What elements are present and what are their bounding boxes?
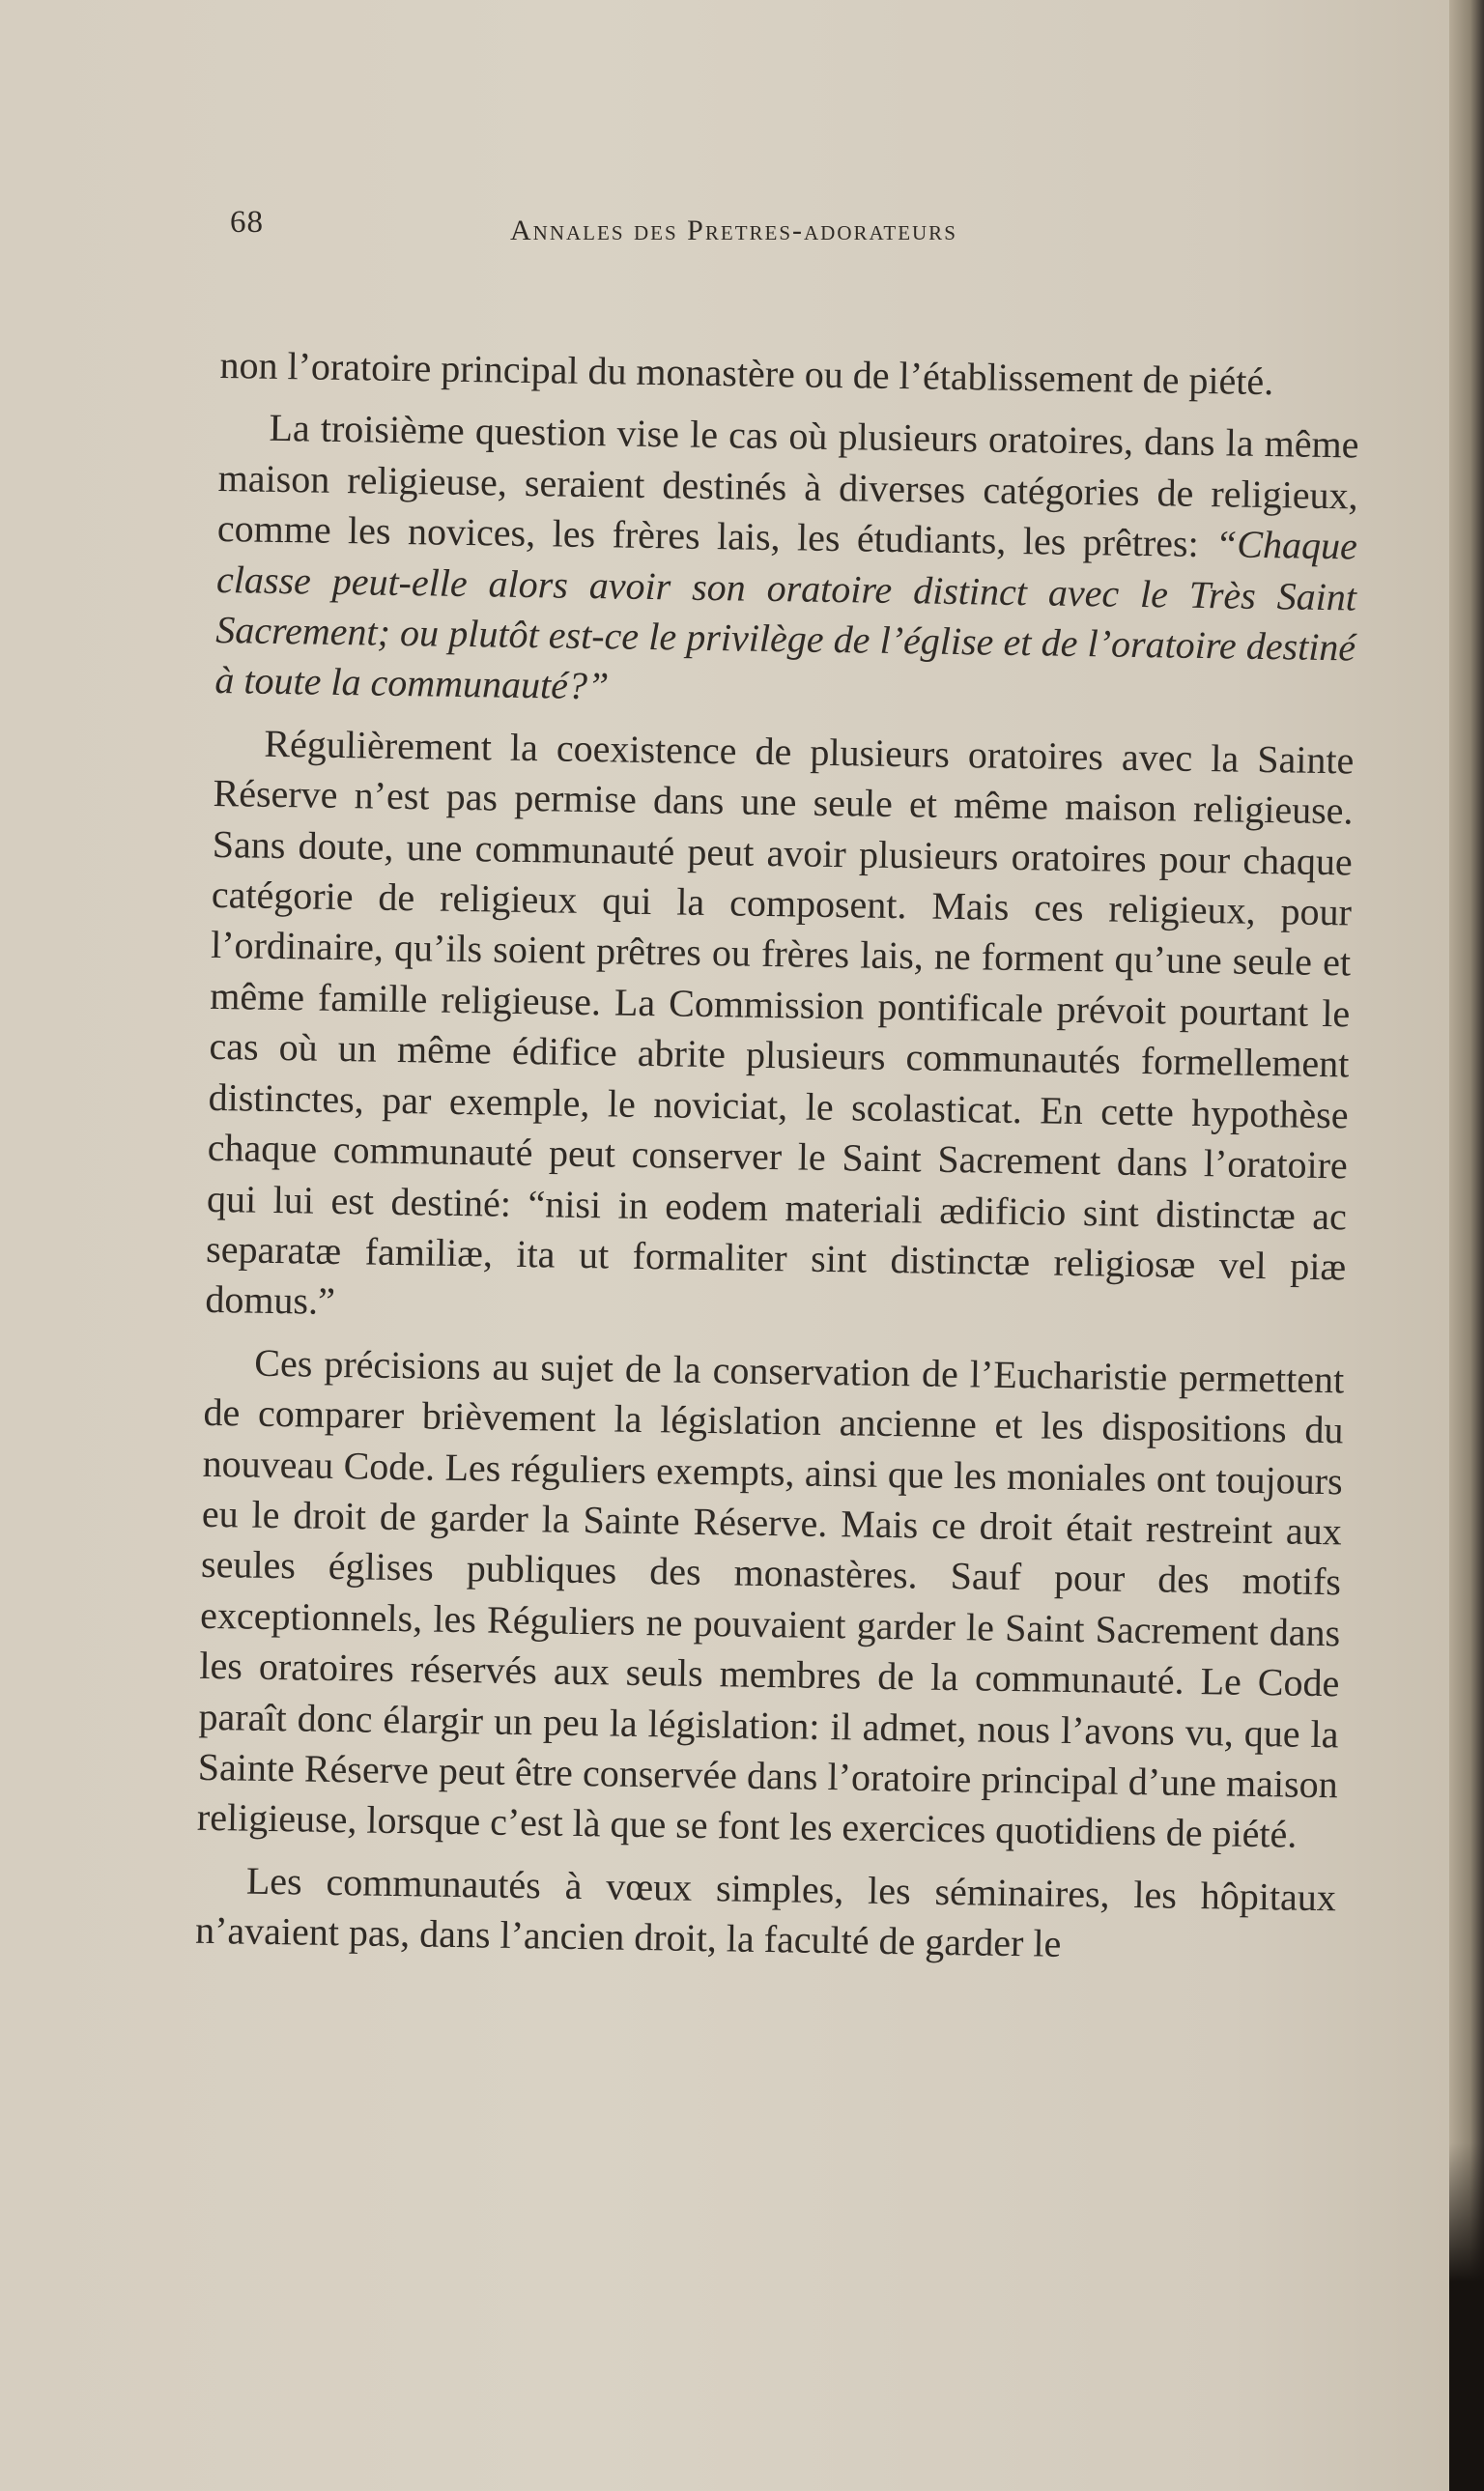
page-edge-shadow [1449, 2143, 1484, 2491]
running-header [230, 201, 1370, 255]
body-text [195, 340, 1360, 1986]
page-edge [1449, 0, 1484, 2491]
paragraph-1: non l’oratoire principal du monastère ou de l’établissement de piété. [219, 342, 1274, 404]
running-title: Annales des Pretres-adorateurs [510, 215, 957, 246]
paragraph-2-text: La troisième question vise le cas où plusieurs oratoires, dans la même maison religieuse, seraient destinés à diverses catégories de religieux, comme les novices, les frères lais, les étudiants, les prêtres: [216, 406, 1359, 566]
paragraph-2 [214, 402, 1359, 724]
paragraph-5: Les communautés à vœux simples, les séminaires, les hôpitaux n’avaient pas, dans l’ancien droit, la faculté de garder le [194, 1858, 1337, 1966]
page-number: 68 [230, 205, 264, 240]
paragraph-4: Ces précisions au sujet de la conservation de l’Eucharistie permettent de comparer brièvement la législation ancienne et les dispositions du nouveau Code. Les réguliers exempts, ainsi que les moniales ont toujours eu le droit de garder la Sainte Réserve. Mais ce droit était restreint aux seules églises publiques des monastères. Sauf pour des motifs exceptionnels, les Réguliers ne pouvaient garder le Saint Sacrement dans les oratoires réservés aux seuls membres de la communauté. Le Code paraît donc élargir un peu la législation: il admet, nous l’avons vu, que la Sainte Réserve peut être conservée dans l’oratoire principal d’une maison religieuse, lorsque c’est là que se font les exercices quotidiens de piété. [196, 1340, 1345, 1857]
paragraph-2-quote: “Chaque classe peut-elle alors avoir son oratoire distinct avec le Très Saint Sacrement; ou plutôt est-ce le privilège de l’église et de l’oratoire destiné à toute la communauté?” [214, 522, 1358, 708]
paragraph-3: Régulièrement la coexistence de plusieurs oratoires avec la Sainte Réserve n’est pas permise dans une seule et même maison religieuse. Sans doute, une communauté peut avoir plusieurs oratoires pour chaque catégorie de religieux qui la composent. Mais ces religieux, pour l’ordinaire, qu’ils soient prêtres ou frères lais, ne forment qu’une seule et même famille religieuse. La Commission pontificale prévoit pourtant le cas où un même édifice abrite plusieurs communautés formellement distinctes, par exemple, le noviciat, le scolasticat. En cette hypothèse chaque communauté peut conserver le Saint Sacrement dans l’oratoire qui lui est destiné: “nisi in eodem materiali ædificio sint distinctæ ac separatæ familiæ, ita ut formaliter sint distinctæ religiosæ vel piæ domus.” [205, 721, 1355, 1324]
